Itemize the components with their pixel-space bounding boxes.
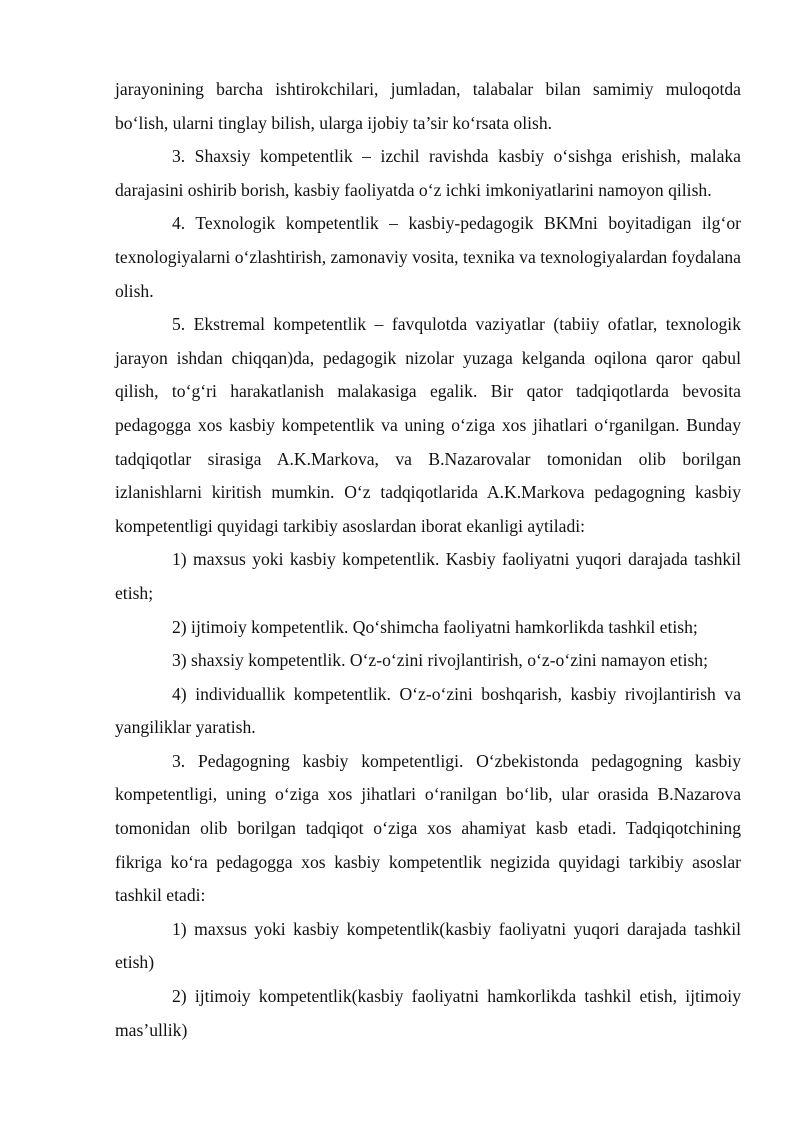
list-item-special-competence: 1) maxsus yoki kasbiy kompetentlik. Kasbiy faoliyatni yuqori darajada tashkil etish; xyxy=(115,549,741,603)
paragraph-continuation: jarayonining barcha ishtirokchilari, jumladan, talabalar bilan samimiy muloqotda bo‘lish, ularni tinglay bilish, ularga ijobiy ta’sir ko‘rsata olish. xyxy=(115,79,741,133)
list-item-individual-competence: 4) individuallik kompetentlik. O‘z-o‘zini boshqarish, kasbiy rivojlantirish va yangiliklar yaratish. xyxy=(115,683,741,738)
list-item-special-competence-2: 1) maxsus yoki kasbiy kompetentlik(kasbiy faoliyatni yuqori darajada tashkil etish) xyxy=(115,918,741,973)
list-item-social-competence: 2) ijtimoiy kompetentlik. Qo‘shimcha faoliyatni hamkorlikda tashkil etish; xyxy=(172,616,698,637)
paragraph-personal-competence: 3. Shaxsiy kompetentlik – izchil ravishda kasbiy o‘sishga erishish, malaka darajasini oshirib borish, kasbiy faoliyatda o‘z ichki imkoniyatlarini namoyon qilish. xyxy=(115,146,741,200)
list-item-personal-competence: 3) shaxsiy kompetentlik. O‘z-o‘zini rivojlantirish, o‘z-o‘zini namayon etish; xyxy=(172,650,708,671)
paragraph-technological-competence: 4. Texnologik kompetentlik – kasbiy-pedagogik BKMni boyitadigan ilg‘or texnologiyalarni o‘zlashtirish, zamonaviy vosita, texnika va texnologiyalardan foydalana olish. xyxy=(115,213,741,301)
paragraph-extreme-competence: 5. Ekstremal kompetentlik – favqulotda vaziyatlar (tabiiy ofatlar, texnologik jarayon ishdan chiqqan)da, pedagogik nizolar yuzaga kelganda oqilona qaror qabul qilish, to‘g‘ri harakatlanish malakasiga egalik. Bir qator tadqiqotlarda bevosita pedagogga xos kasbiy kompetentlik va uning o‘ziga xos jihatlari o‘rganilgan. Bunday tadqiqotlar sirasiga A.K.Markova, va B.Nazarovalar tomonidan olib borilgan izlanishlarni kiritish mumkin. O‘z tadqiqotlarida A.K.Markova pedagogning kasbiy kompetentligi quyidagi tarkibiy asoslardan iborat ekanligi aytiladi: xyxy=(115,314,741,536)
paragraph-pedagogue-competence: 3. Pedagogning kasbiy kompetentligi. O‘zbekistonda pedagogning kasbiy kompetentligi, uning o‘ziga xos jihatlari o‘ranilgan bo‘lib, ular orasida B.Nazarova tomonidan olib borilgan tadqiqot o‘ziga xos ahamiyat kasb etadi. Tadqiqotchining fikriga ko‘ra pedagogga xos kasbiy kompetentlik negizida quyidagi tarkibiy asoslar tashkil etadi: xyxy=(115,750,741,906)
document-page xyxy=(115,73,741,1047)
list-item-social-competence-2: 2) ijtimoiy kompetentlik(kasbiy faoliyatni hamkorlikda tashkil etish, ijtimoiy mas’ullik) xyxy=(115,986,741,1040)
